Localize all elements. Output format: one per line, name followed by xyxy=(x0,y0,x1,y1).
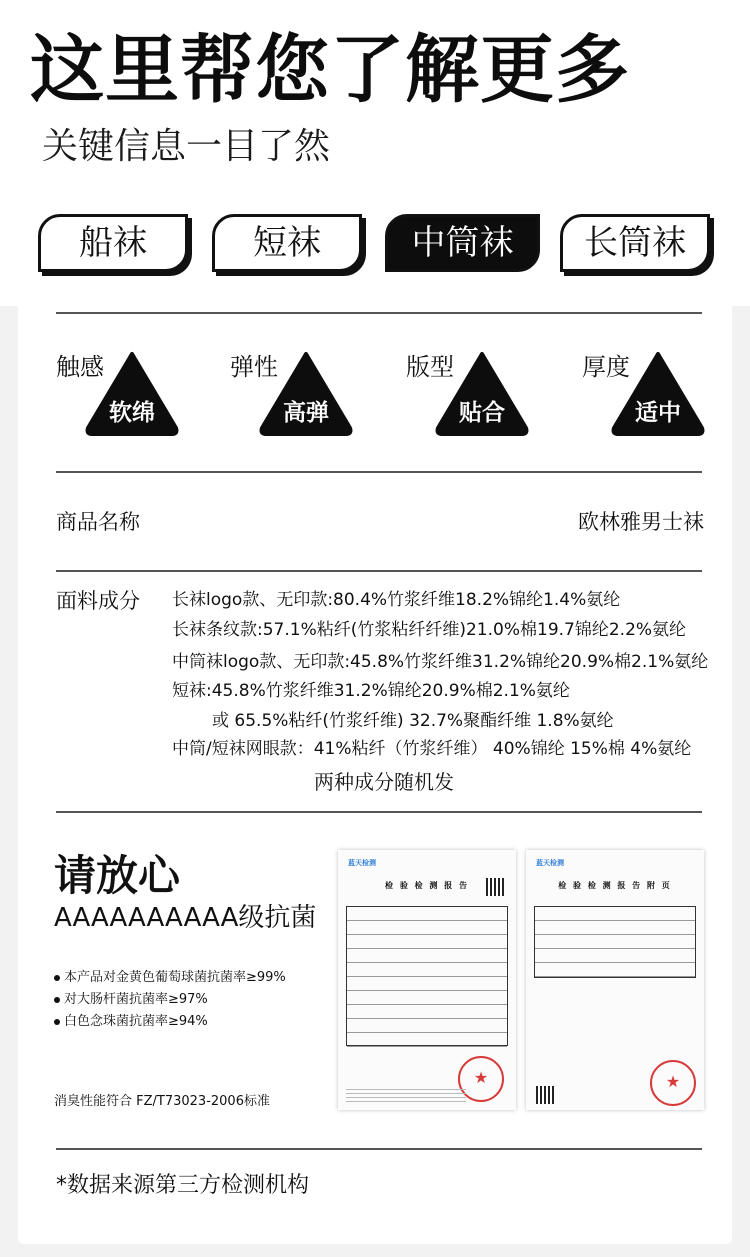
fabric-line: 长袜条纹款:57.1%粘纤(竹浆粘纤纤维)21.0%棉19.7锦纶2.2%氨纶 xyxy=(172,620,687,640)
antibacterial-grade: AAAAAAAAAA级抗菌 xyxy=(54,903,317,933)
feature-value: 软绵 xyxy=(109,400,155,426)
fabric-label: 面料成分 xyxy=(56,589,140,613)
report-logo: 蓝天检测 xyxy=(536,859,564,867)
divider xyxy=(56,312,702,314)
reassure-heading: 请放心 xyxy=(54,851,181,900)
feature-touch xyxy=(56,350,196,440)
feature-thickness xyxy=(582,350,722,440)
bullet-dot-icon xyxy=(54,997,60,1003)
divider xyxy=(56,1148,702,1150)
feature-label: 触感 xyxy=(56,353,104,381)
report-title: 检 验 检 测 报 告 xyxy=(385,881,469,890)
bullet-text: 本产品对金黄色葡萄球菌抗菌率≥99% xyxy=(64,970,286,985)
divider xyxy=(56,811,702,813)
tab-long-socks[interactable]: 长筒袜 xyxy=(560,214,710,272)
report-table xyxy=(346,906,508,1046)
qr-code-icon xyxy=(486,878,504,896)
data-source-note: *数据来源第三方检测机构 xyxy=(56,1173,310,1198)
feature-value: 高弹 xyxy=(283,400,329,426)
report-logo: 蓝天检测 xyxy=(348,859,376,867)
fabric-line: 或 65.5%粘纤(竹浆纤维) 32.7%聚酯纤维 1.8%氨纶 xyxy=(212,711,614,731)
feature-value: 贴合 xyxy=(459,400,505,426)
qr-code-icon xyxy=(536,1086,554,1104)
page-title: 这里帮您了解更多 xyxy=(30,27,630,113)
report-footer xyxy=(346,1086,466,1102)
deodor-standard: 消臭性能符合 FZ/T73023-2006标准 xyxy=(54,1094,270,1109)
tab-mid-calf-socks[interactable]: 中筒袜 xyxy=(385,214,540,272)
page-subtitle: 关键信息一目了然 xyxy=(42,126,331,167)
fabric-line: 长袜logo款、无印款:80.4%竹浆纤维18.2%锦纶1.4%氨纶 xyxy=(172,590,621,610)
test-report-image xyxy=(338,850,516,1110)
antibacterial-bullet xyxy=(54,968,286,988)
antibacterial-bullet xyxy=(54,990,208,1010)
tab-boat-socks[interactable]: 船袜 xyxy=(38,214,188,272)
fabric-line: 中筒袜logo款、无印款:45.8%竹浆纤维31.2%锦纶20.9%棉2.1%氨纶 xyxy=(172,652,709,672)
antibacterial-bullet xyxy=(54,1012,208,1032)
feature-label: 版型 xyxy=(406,353,454,381)
fabric-line: 中筒/短袜网眼款：41%粘纤（竹浆纤维） 40%锦纶 15%棉 4%氨纶 xyxy=(172,739,692,759)
feature-value: 适中 xyxy=(635,400,681,426)
fabric-note: 两种成分随机发 xyxy=(314,770,454,794)
header-section xyxy=(0,0,750,306)
fabric-line: 短袜:45.8%竹浆纤维31.2%锦纶20.9%棉2.1%氨纶 xyxy=(172,681,570,701)
bullet-text: 对大肠杆菌抗菌率≥97% xyxy=(64,992,208,1007)
bullet-text: 白色念珠菌抗菌率≥94% xyxy=(64,1014,208,1029)
product-name-label: 商品名称 xyxy=(56,510,140,534)
feature-fit xyxy=(406,350,546,440)
report-table xyxy=(534,906,696,978)
seal-stamp-icon xyxy=(650,1060,696,1106)
feature-elasticity xyxy=(230,350,370,440)
tab-short-socks[interactable]: 短袜 xyxy=(212,214,362,272)
feature-label: 厚度 xyxy=(582,353,630,381)
bullet-dot-icon xyxy=(54,975,60,981)
divider xyxy=(56,471,702,473)
test-report-appendix-image xyxy=(526,850,704,1110)
report-title: 检 验 检 测 报 告 附 页 xyxy=(558,881,672,890)
product-name-value: 欧林雅男士袜 xyxy=(578,510,704,534)
bullet-dot-icon xyxy=(54,1019,60,1025)
feature-label: 弹性 xyxy=(230,353,278,381)
divider xyxy=(56,570,702,572)
